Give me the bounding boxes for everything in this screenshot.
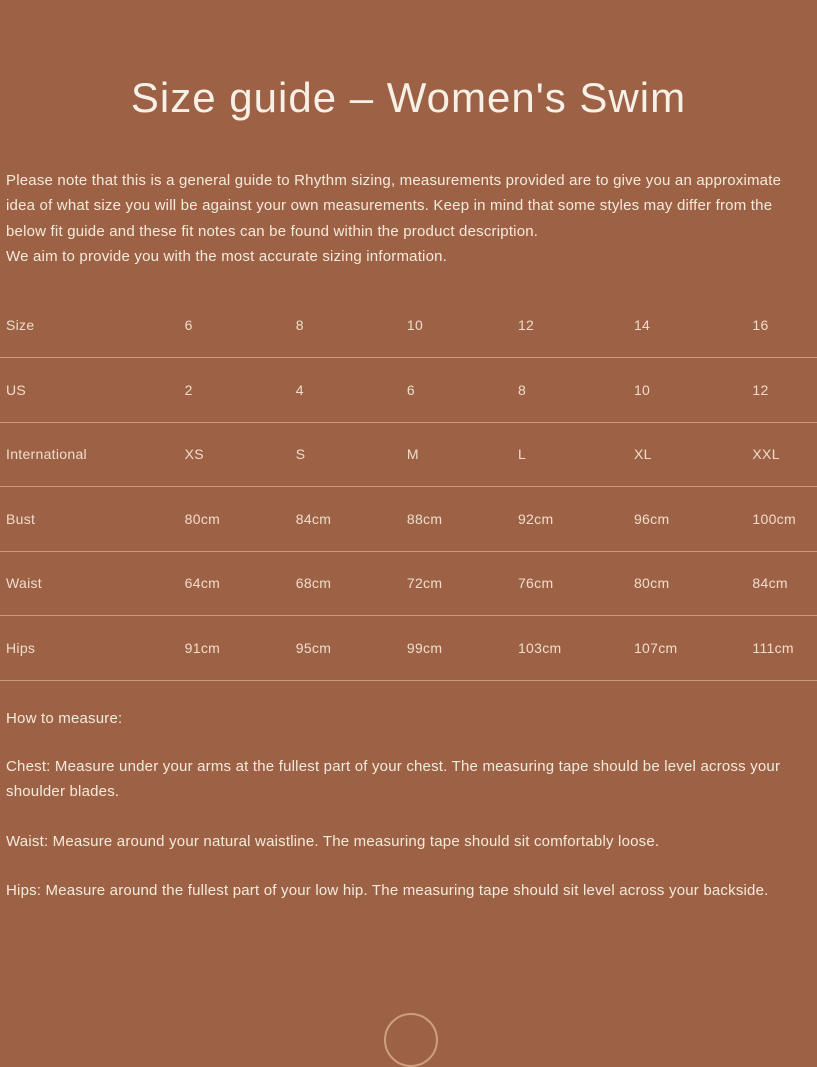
how-to-measure-heading: How to measure:: [6, 709, 123, 727]
size-cell: 99cm: [406, 639, 443, 656]
row-label: Hips: [6, 639, 36, 656]
size-table-body: [0, 293, 817, 680]
row-label: Size: [6, 317, 35, 334]
measure-chest-text: Chest: Measure under your arms at the fullest part of your chest. The measuring tape should be level across your shoulder blades.: [6, 757, 781, 801]
size-cell: M: [406, 446, 419, 463]
size-cell: XS: [184, 446, 204, 463]
partial-circle-logo: [384, 1013, 438, 1067]
size-cell: 68cm: [295, 575, 332, 592]
size-cell: 12: [752, 381, 769, 398]
size-cell: 6: [406, 381, 415, 398]
size-cell: 92cm: [517, 510, 554, 527]
table-row: [0, 487, 817, 552]
size-cell: 100cm: [752, 510, 796, 527]
intro-paragraph: Please note that this is a general guide to Rhythm sizing, measurements provided are to give you an approximate idea of what size you will be against your own measurements. Keep in mind that some styles may differ from the below fit guide and these fit notes can be found within the product description.: [6, 172, 782, 240]
size-cell: L: [517, 446, 527, 463]
table-row: [0, 551, 817, 616]
size-cell: 91cm: [184, 639, 221, 656]
size-cell: 84cm: [295, 510, 332, 527]
measure-waist-text: Waist: Measure around your natural waistline. The measuring tape should sit comfortably loose.: [6, 832, 660, 850]
size-cell: 88cm: [406, 510, 443, 527]
size-cell: XXL: [752, 446, 780, 463]
size-cell: 14: [633, 317, 651, 334]
table-row: [0, 616, 817, 681]
size-cell: 111cm: [752, 639, 794, 656]
size-cell: 72cm: [406, 575, 443, 592]
size-cell: 80cm: [633, 575, 670, 592]
size-cell: 76cm: [517, 575, 554, 592]
measure-hips-text: Hips: Measure around the fullest part of your low hip. The measuring tape should sit level across your backside.: [6, 882, 769, 900]
size-cell: 8: [295, 317, 304, 334]
intro-note: We aim to provide you with the most accurate sizing information.: [6, 247, 448, 265]
size-cell: XL: [633, 446, 652, 463]
size-table: [0, 293, 817, 681]
size-cell: S: [295, 446, 306, 463]
row-label: Waist: [6, 575, 42, 592]
size-cell: 103cm: [517, 639, 562, 656]
size-cell: 84cm: [752, 575, 788, 592]
size-cell: 95cm: [295, 639, 332, 656]
size-cell: 10: [633, 381, 651, 398]
size-cell: 80cm: [184, 510, 221, 527]
row-label: Bust: [6, 510, 36, 527]
size-cell: 64cm: [184, 575, 221, 592]
size-cell: 12: [517, 317, 535, 334]
size-cell: 16: [752, 317, 769, 334]
size-cell: 2: [184, 381, 193, 398]
size-cell: 6: [184, 317, 193, 334]
size-cell: 8: [517, 381, 527, 398]
size-cell: 107cm: [633, 639, 678, 656]
page-title: Size guide – Women's Swim: [130, 74, 687, 121]
size-cell: 96cm: [633, 510, 670, 527]
size-cell: 4: [295, 381, 304, 398]
table-row: [0, 358, 817, 423]
table-row: [0, 422, 817, 487]
intro-text: [6, 168, 811, 269]
row-label: International: [6, 446, 87, 463]
row-label: US: [6, 381, 27, 398]
size-cell: 10: [406, 317, 424, 334]
table-row: [0, 293, 817, 358]
